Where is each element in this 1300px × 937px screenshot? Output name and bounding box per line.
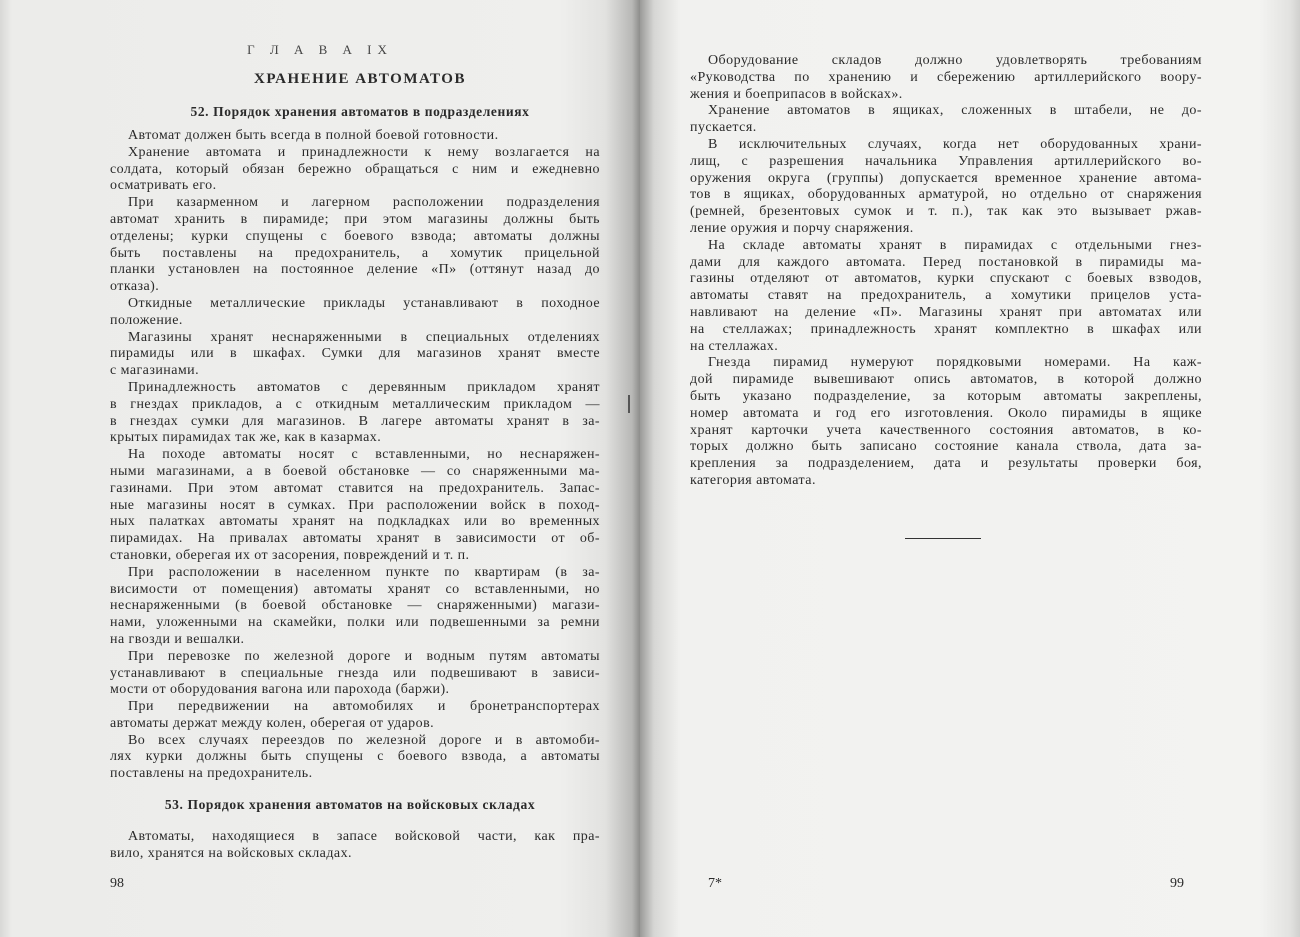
text-line: становки, оберегая их от засорения, повреждений и т. п.	[110, 547, 470, 563]
section-53-body	[110, 829, 600, 863]
text-line: оружения округа (группы) допускается временное хранение автома-	[690, 170, 1202, 186]
text-line: газинами. При этом автомат ставится на предохранитель. Запас-	[110, 480, 600, 496]
text-line: «Руководства по хранению и сбережению артиллерийского воору-	[690, 69, 1202, 85]
text-line: пускается.	[690, 120, 757, 136]
text-line: Во всех случаях переездов по железной дороге и в автомоби-	[128, 732, 600, 748]
text-line: номер автомата и год его изготовления. Около пирамиды в ящике	[690, 405, 1202, 421]
page-number-right: 99	[1170, 876, 1184, 891]
text-line: быть поставлены на предохранитель, а хомутик прицельной	[110, 245, 600, 261]
text-line: (ремней, брезентовых сумок и т. п.), так как это вызывает ржав-	[690, 204, 1202, 220]
text-line: в гнездах прикладов, а с откидным металлическим прикладом —	[110, 396, 600, 412]
text-line: На походе автоматы носят с вставленными, но неснаряжен-	[128, 447, 600, 463]
text-line: дой пирамиде вывешивают опись автоматов, в которой должно	[690, 372, 1202, 388]
section-end-rule	[905, 538, 981, 539]
text-line: автоматы ставят на предохранитель, а хомутики прицелов уста-	[690, 288, 1202, 304]
text-line: на стеллажах; принадлежность хранят комплектно в шкафах или	[690, 321, 1202, 337]
text-line: Автомат должен быть всегда в полной боевой готовности.	[128, 128, 499, 143]
text-line: Гнезда пирамид нумеруют порядковыми номерами. На каж-	[708, 355, 1202, 371]
text-line: неснаряженными (в боевой обстановке — снаряженными) магази-	[110, 598, 600, 614]
text-line: вило, хранятся на войсковых складах.	[110, 845, 352, 861]
section-53-heading: 53. Порядок хранения автоматов на войсковых складах	[164, 797, 536, 812]
text-line: висимости от помещения) автоматы хранят со вставленными, но	[110, 581, 600, 597]
text-line: осматривать его.	[110, 178, 217, 194]
text-line: Хранение автомата и принадлежности к нему возлагается на	[128, 144, 600, 160]
text-line: отказа).	[110, 279, 160, 295]
text-line: автомат хранить в пирамиде; при этом магазины должны быть	[110, 211, 600, 227]
signature-mark: 7*	[708, 876, 722, 891]
text-line: устанавливают в специальные гнезда или подвешивают в зависи-	[110, 665, 600, 681]
spine-crease	[628, 395, 630, 413]
text-line: солдата, который обязан бережно обращаться с ним и ежедневно	[110, 161, 600, 177]
text-line: ными магазинами, а в боевой обстановке — со снаряженными ма-	[110, 463, 600, 479]
text-line: мости от оборудования вагона или парохода (баржи).	[110, 682, 450, 698]
text-line: на гвозди и вешалки.	[110, 631, 245, 647]
text-line: планки установлен на постоянное деление «П» (оттянут назад до	[110, 262, 600, 278]
text-line: При казарменном и лагерном расположении подразделения	[128, 195, 600, 211]
text-line: тов в ящиках, оборудованных арматурой, но отдельно от снаряжения	[690, 187, 1202, 203]
text-line: В исключительных случаях, когда нет оборудованных храни-	[708, 136, 1202, 152]
section-52-body	[110, 128, 600, 783]
text-line: лях курки должны быть спущены с боевого взвода, а автоматы	[110, 749, 600, 765]
text-line: При перевозке по железной дороге и водным путям автоматы	[128, 648, 600, 664]
text-line: пирамидах. На привалах автоматы хранят в зависимости от об-	[110, 531, 600, 547]
text-line: хранят карточки учета качественного состояния автоматов, в ко-	[690, 422, 1202, 438]
text-line: Хранение автоматов в ящиках, сложенных в штабели, не до-	[708, 103, 1202, 119]
text-line: При расположении в населенном пункте по квартирам (в за-	[128, 564, 600, 580]
text-line: отделены; курки спущены с боевого взвода; автоматы должны	[110, 228, 600, 244]
text-line: При передвижении на автомобилях и бронетранспортерах	[128, 699, 600, 715]
text-line: На складе автоматы хранят в пирамидах с отдельными гнез-	[708, 237, 1202, 253]
text-line: торых должно быть записано состояние канала ствола, дата за-	[690, 439, 1202, 455]
text-line: крепления за подразделением, дата и результаты проверки боя,	[690, 456, 1202, 472]
text-line: ные магазины носят в сумках. При расположении войск в поход-	[110, 497, 600, 513]
text-line: в гнездах сумки для магазинов. В лагере автоматы хранят в за-	[110, 413, 600, 429]
text-line: положение.	[110, 312, 183, 328]
text-line: пирамиды или в шкафах. Сумки для магазинов хранят вместе	[110, 346, 600, 362]
text-line: ных палатках автоматы хранят на подкладках или во временных	[110, 514, 600, 530]
right-page-body	[690, 53, 1202, 490]
chapter-title: ХРАНЕНИЕ АВТОМАТОВ	[254, 71, 466, 87]
text-line: лищ, с разрешения начальника Управления артиллерийского во-	[690, 153, 1202, 169]
text-line: навливают на деление «П». Магазины хранят при автоматах или	[690, 304, 1202, 320]
text-line: Оборудование складов должно удовлетворять требованиям	[708, 53, 1202, 68]
chapter-label: Г Л А В А IX	[247, 42, 393, 57]
text-line: жения и боеприпасов в войсках».	[690, 86, 903, 102]
page-number-left: 98	[110, 876, 124, 891]
text-line: автоматы держат между колен, оберегая от ударов.	[110, 715, 435, 731]
text-line: на стеллажах.	[690, 338, 779, 354]
text-line: дами для каждого автомата. Перед постановкой в пирамиды ма-	[690, 254, 1202, 270]
left-page	[0, 0, 640, 937]
text-line: Магазины хранят неснаряженными в специальных отделениях	[128, 329, 600, 345]
text-line: Автоматы, находящиеся в запасе войсковой части, как пра-	[128, 829, 600, 844]
text-line: Принадлежность автоматов с деревянным прикладом хранят	[128, 379, 600, 395]
section-52-heading: 52. Порядок хранения автоматов в подразделениях	[190, 104, 530, 119]
text-line: крытых пирамидах так же, как в казармах.	[110, 430, 382, 446]
text-line: с магазинами.	[110, 363, 200, 379]
text-line: поставлены на предохранитель.	[110, 766, 313, 782]
right-page	[640, 0, 1300, 937]
text-line: Откидные металлические приклады устанавливают в походное	[128, 295, 600, 311]
text-line: быть указано подразделение, за которым автоматы закреплены,	[690, 388, 1202, 404]
text-line: газины отделяют от автоматов, курки спускают с боевых взводов,	[690, 271, 1202, 287]
text-line: нами, уложенными на скамейки, полки или подвешенными за ремни	[110, 615, 600, 631]
text-line: категория автомата.	[690, 472, 816, 488]
text-line: ление оружия и порчу снаряжения.	[690, 220, 914, 236]
